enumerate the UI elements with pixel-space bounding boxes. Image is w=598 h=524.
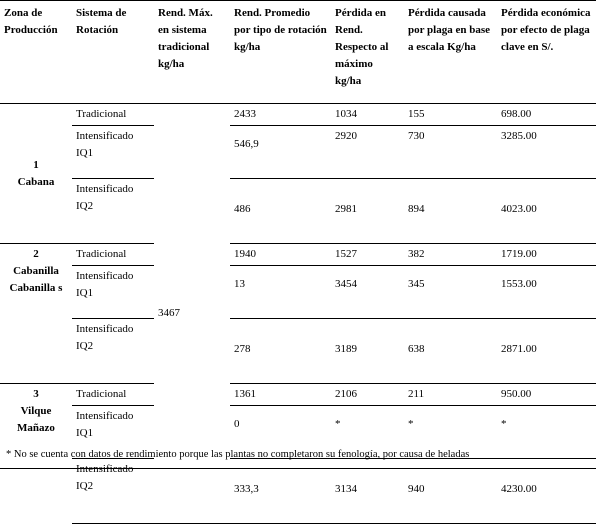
promedio-cell: 1940 xyxy=(230,244,331,266)
perdida-plaga-cell: 345 xyxy=(404,266,497,319)
zone-name: Vilque Mañazo xyxy=(17,405,55,434)
perdida-plaga-cell: 382 xyxy=(404,244,497,266)
perdida-plaga-cell: 211 xyxy=(404,384,497,406)
system-cell: Tradicional xyxy=(72,244,154,266)
perdida-plaga-cell: 638 xyxy=(404,319,497,384)
perdida-plaga-cell: 730 xyxy=(404,126,497,179)
perdida-plaga-cell: 155 xyxy=(404,104,497,126)
system-cell: Intensificado IQ2 xyxy=(72,179,154,244)
perdida-econ-cell: 698.00 xyxy=(497,104,596,126)
table-row xyxy=(0,319,596,384)
perdida-econ-cell: 4023.00 xyxy=(497,179,596,244)
rend-max-cell: 3467 xyxy=(154,104,230,524)
system-cell: Tradicional xyxy=(72,104,154,126)
system-cell: Intensificado IQ1 xyxy=(72,406,154,459)
zone-name: Cabanilla Cabanilla s xyxy=(9,265,63,294)
header-row xyxy=(0,1,596,104)
table-row xyxy=(0,126,596,179)
perdida-econ-cell: 1719.00 xyxy=(497,244,596,266)
perdida-rend-cell: 2981 xyxy=(331,179,404,244)
promedio-cell: 1361 xyxy=(230,384,331,406)
perdida-rend-cell: 2920 xyxy=(331,126,404,179)
footnote-rule xyxy=(0,468,596,469)
perdida-rend-cell: 3189 xyxy=(331,319,404,384)
header-sistema: Sistema de Rotación xyxy=(72,1,154,104)
header-perdida-plaga: Pérdida causada por plaga en base a escala Kg/ha xyxy=(404,1,497,104)
perdida-rend-cell: * xyxy=(331,406,404,459)
table-row xyxy=(0,179,596,244)
perdida-econ-cell: 4230.00 xyxy=(497,459,596,524)
footnote: * No se cuenta con datos de rendimiento porque las plantas no completaron su fenología, por causa de heladas xyxy=(6,449,470,460)
table-row xyxy=(0,384,596,406)
system-cell: Intensificado IQ2 xyxy=(72,459,154,524)
perdida-plaga-cell: 940 xyxy=(404,459,497,524)
zone-cell xyxy=(0,244,72,384)
header-zona: Zona de Producción xyxy=(0,1,72,104)
promedio-cell: 486 xyxy=(230,179,331,244)
table-row xyxy=(0,266,596,319)
promedio-cell: 2433 xyxy=(230,104,331,126)
promedio-cell: 333,3 xyxy=(230,459,331,524)
table-row xyxy=(0,244,596,266)
perdida-plaga-cell: 894 xyxy=(404,179,497,244)
perdida-plaga-cell: * xyxy=(404,406,497,459)
perdida-econ-cell: * xyxy=(497,406,596,459)
header-rend-promedio: Rend. Promedio por tipo de rotación kg/ha xyxy=(230,1,331,104)
zone-number: 1 xyxy=(33,158,39,171)
perdida-rend-cell: 1527 xyxy=(331,244,404,266)
system-cell: Intensificado IQ1 xyxy=(72,126,154,179)
perdida-rend-cell: 2106 xyxy=(331,384,404,406)
system-cell: Intensificado IQ1 xyxy=(72,266,154,319)
perdida-econ-cell: 3285.00 xyxy=(497,126,596,179)
promedio-cell: 13 xyxy=(230,266,331,319)
system-cell: Intensificado IQ2 xyxy=(72,319,154,384)
promedio-cell: 0 xyxy=(230,406,331,459)
zone-cell xyxy=(0,104,72,244)
perdida-rend-cell: 3454 xyxy=(331,266,404,319)
header-perdida-rend: Pérdida en Rend. Respecto al máximo kg/ha xyxy=(331,1,404,104)
table-row xyxy=(0,104,596,126)
perdida-rend-cell: 3134 xyxy=(331,459,404,524)
perdida-econ-cell: 950.00 xyxy=(497,384,596,406)
system-cell: Tradicional xyxy=(72,384,154,406)
zone-name: Cabana xyxy=(17,175,55,188)
header-perdida-econ: Pérdida económica por efecto de plaga clave en S/. xyxy=(497,1,596,104)
perdida-rend-cell: 1034 xyxy=(331,104,404,126)
perdida-econ-cell: 2871.00 xyxy=(497,319,596,384)
promedio-cell: 546,9 xyxy=(230,126,331,179)
header-rend-max: Rend. Máx. en sistema tradicional kg/ha xyxy=(154,1,230,104)
perdida-econ-cell: 1553.00 xyxy=(497,266,596,319)
zone-number: 2 xyxy=(33,248,39,260)
promedio-cell: 278 xyxy=(230,319,331,384)
zone-number: 3 xyxy=(33,388,39,400)
